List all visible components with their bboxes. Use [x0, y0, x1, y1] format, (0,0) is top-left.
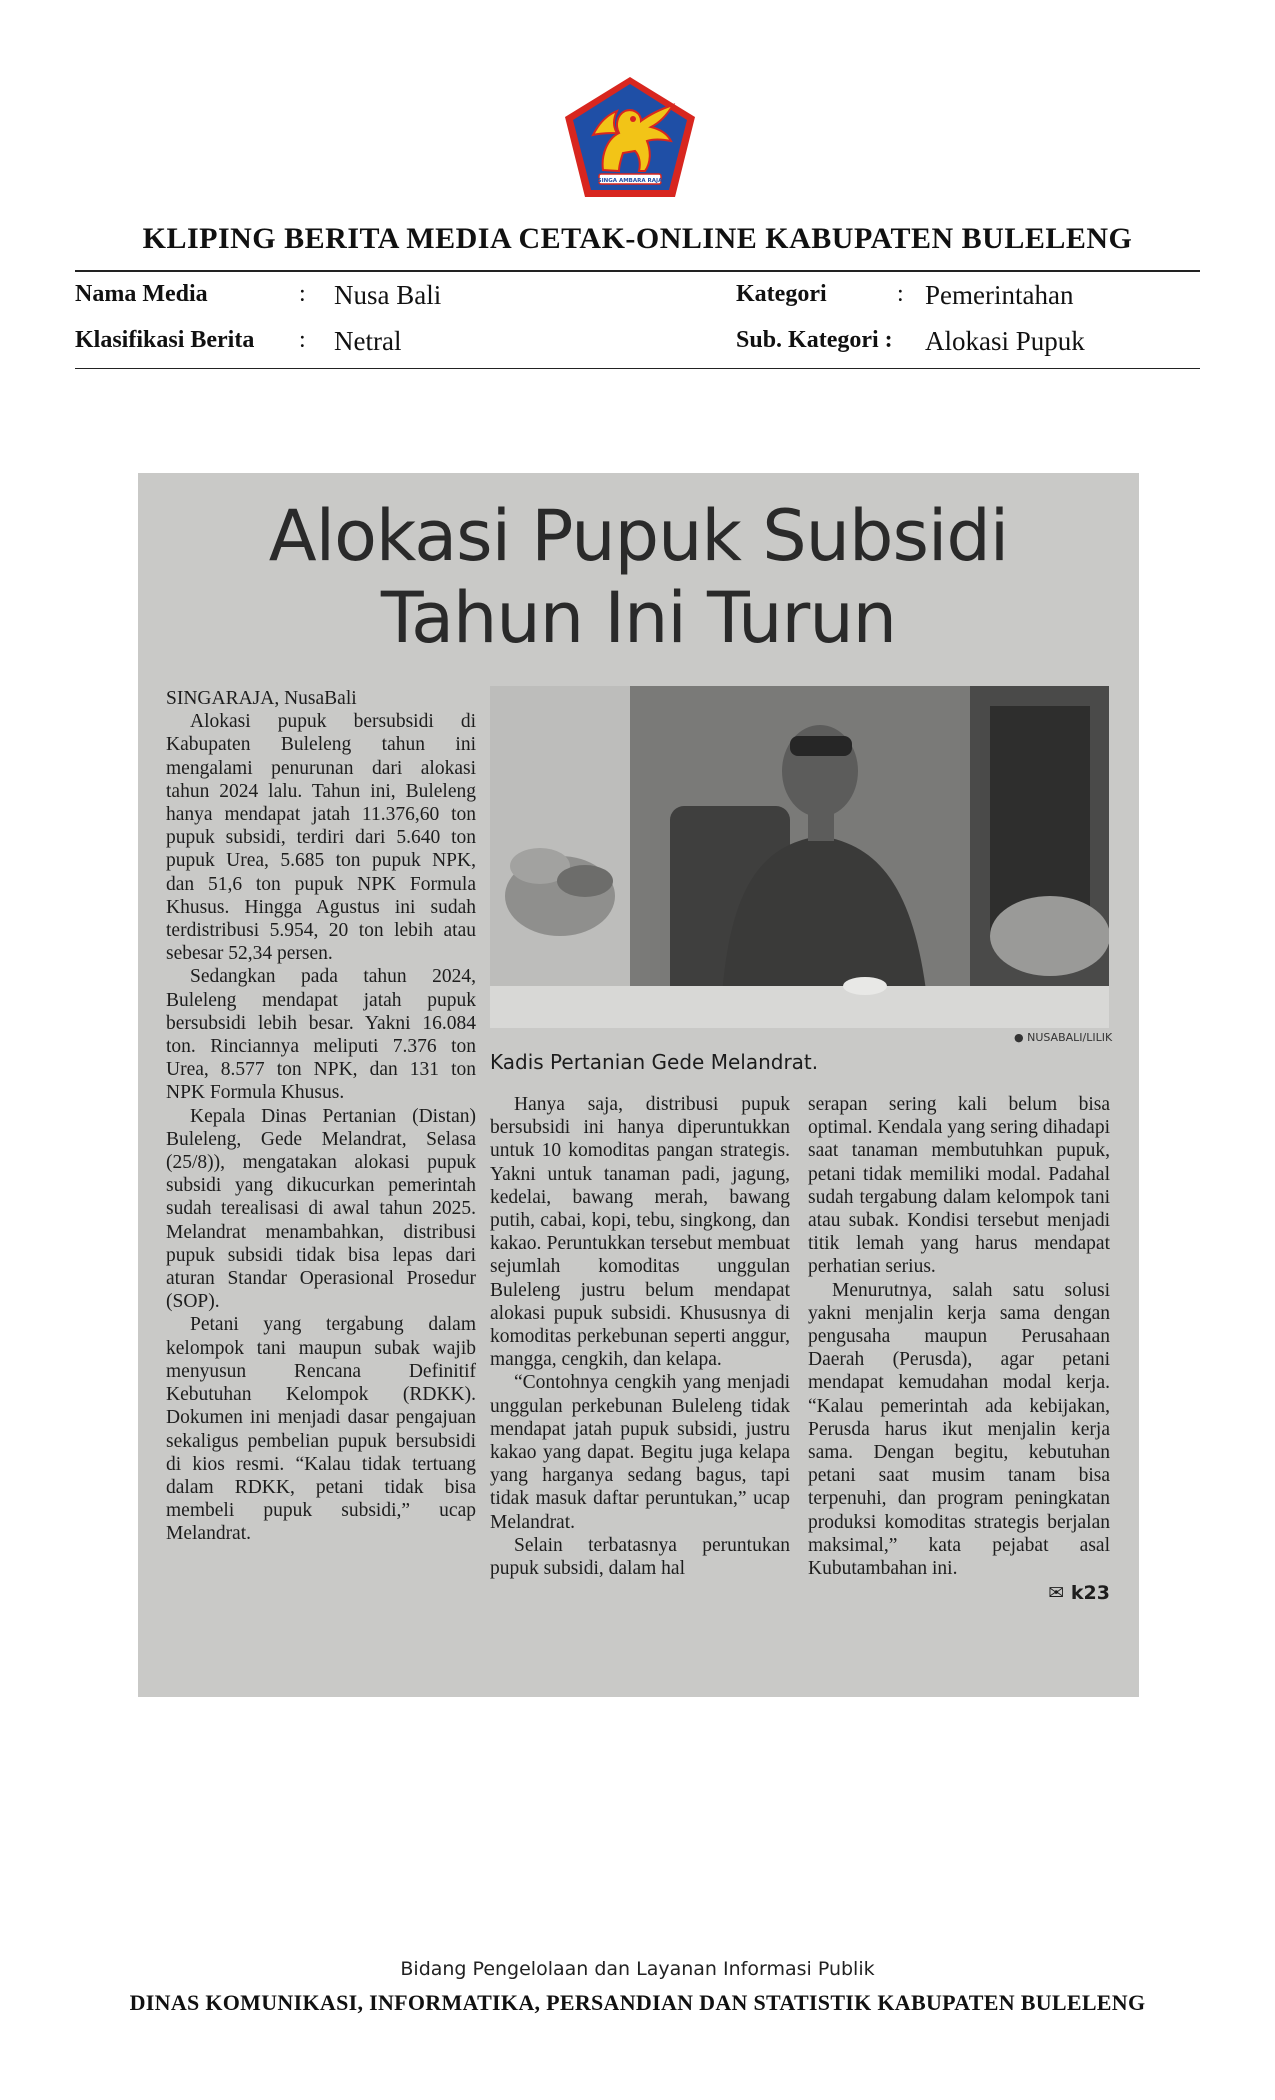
paragraph: Selain terbatasnya peruntukan pupuk subsidi, dalam hal: [490, 1534, 790, 1580]
article-photo: [490, 686, 1109, 1028]
headline-line-1: Alokasi Pupuk Subsidi: [268, 495, 1009, 577]
nama-media-label: Nama Media: [75, 281, 208, 307]
article-column-1: [166, 687, 476, 1546]
end-mark-icon: ✉: [1048, 1582, 1071, 1605]
paragraph: Alokasi pupuk bersubsidi di Kabupaten Buleleng tahun ini mengalami penurunan dari alokasi tahun 2024 lalu. Tahun ini, Buleleng hanya mendapat jatah 11.376,60 ton pupuk subsidi, terdiri dari 5.640 ton pupuk Urea, 5.685 ton pupuk NPK, dan 51,6 ton pupuk NPK Formula Khusus. Hingga Agustus ini sudah terdistribusi 5.954, 20 ton lebih atau sebesar 52,34 persen.: [166, 711, 476, 965]
paragraph: Petani yang tergabung dalam kelompok tani maupun subak wajib menyusun Rencana Definitif Kebutuhan Kelompok (RDKK). Dokumen ini menjadi dasar pengajuan sekaligus pembelian pupuk bersubsidi di kios resmi. “Kalau tidak tertuang dalam RDKK, petani tidak bisa membeli pupuk subsidi,” ucap Melandrat.: [166, 1314, 476, 1545]
paragraph: Kepala Dinas Pertanian (Distan) Buleleng, Gede Melandrat, Selasa (25/8)), mengatakan alokasi pupuk subsidi yang dikucurkan pemerintah sudah terealisasi di awal tahun 2025. Melandrat menambahkan, distribusi pupuk subsidi tidak bisa lepas dari aturan Standar Operasional Prosedur (SOP).: [166, 1105, 476, 1313]
paragraph: Menurutnya, salah satu solusi yakni menjalin kerja sama dengan pengusaha maupun Perusahaan Daerah (Perusda), agar petani mendapat kemudahan modal kerja. “Kalau pemerintah ada kebijakan, Perusda harus ikut menjalin kerja sama. Dengan begitu, kebutuhan petani saat musim tanam bisa terpenuhi, dan program peningkatan produksi komoditas strategis berjalan maksimal,” kata pejabat asal Kubutambahan ini.: [808, 1279, 1110, 1580]
kategori-value: Pemerintahan: [925, 280, 1074, 310]
author-code: k23: [1070, 1582, 1110, 1605]
sub-kategori-value: Alokasi Pupuk: [925, 326, 1085, 356]
nama-media-separator: :: [299, 281, 306, 307]
sub-kategori-label: Sub. Kategori :: [736, 327, 893, 353]
meta-divider: [75, 368, 1200, 369]
footer-agency: DINAS KOMUNIKASI, INFORMATIKA, PERSANDIAN DAN STATISTIK KABUPATEN BULELENG: [129, 1990, 1146, 2015]
official-portrait-photo-icon: [490, 686, 1109, 1028]
news-clipping: [138, 473, 1139, 1697]
headline-line-2: Tahun Ini Turun: [380, 577, 897, 659]
paragraph: serapan sering kali belum bisa optimal. Kendala yang sering dihadapi saat tanaman membutuhkan pupuk, petani tidak memiliki modal. Padahal sudah tergabung dalam kelompok tani atau subak. Kondisi tersebut menjadi titik lemah yang harus mendapat perhatian serius.: [808, 1094, 1110, 1278]
kategori-label: Kategori: [736, 281, 827, 307]
article-column-2: [490, 1093, 790, 1580]
paragraph: Hanya saja, distribusi pupuk bersubsidi ini hanya diperuntukkan untuk 10 komoditas pangan strategis. Yakni untuk tanaman padi, jagung, kedelai, bawang merah, bawang putih, cabai, kopi, tebu, singkong, dan kakao. Peruntukkan tersebut membuat sejumlah komoditas unggulan Buleleng justru belum mendapat alokasi pupuk subsidi. Khususnya di komoditas perkebunan seperti anggur, mangga, cengkih, dan kelapa.: [490, 1094, 790, 1371]
singa-ambara-raja-logo-icon: [563, 75, 697, 199]
footer-department: Bidang Pengelolaan dan Layanan Informasi Publik: [400, 1958, 875, 1980]
nama-media-value: Nusa Bali: [334, 280, 442, 310]
photo-caption: Kadis Pertanian Gede Melandrat.: [490, 1050, 819, 1074]
photo-credit: ● NUSABALI/LILIK: [1014, 1031, 1113, 1044]
kategori-separator: :: [897, 281, 904, 307]
logo-motto: SINGA AMBARA RAJA: [597, 178, 663, 184]
paragraph: “Contohnya cengkih yang menjadi unggulan perkebunan Buleleng tidak mendapat jatah pupuk subsidi, justru kakao yang dapat. Begitu juga kelapa yang harganya sedang bagus, tapi tidak masuk daftar peruntukan,” ucap Melandrat.: [490, 1372, 790, 1533]
klasifikasi-separator: :: [299, 327, 306, 353]
top-divider: [75, 270, 1200, 272]
regency-logo: [563, 75, 697, 199]
dateline: SINGARAJA, NusaBali: [166, 688, 357, 709]
klasifikasi-label: Klasifikasi Berita: [75, 327, 255, 353]
klasifikasi-value: Netral: [334, 326, 402, 356]
document-title: KLIPING BERITA MEDIA CETAK-ONLINE KABUPATEN BULELENG: [142, 222, 1133, 255]
article-column-3: [808, 1093, 1110, 1605]
paragraph: Sedangkan pada tahun 2024, Buleleng mendapat jatah pupuk bersubsidi lebih besar. Yakni 16.084 ton. Rinciannya meliputi 7.376 ton Urea, 8.577 ton NPK, dan 131 ton NPK Formula Khusus.: [166, 966, 476, 1104]
